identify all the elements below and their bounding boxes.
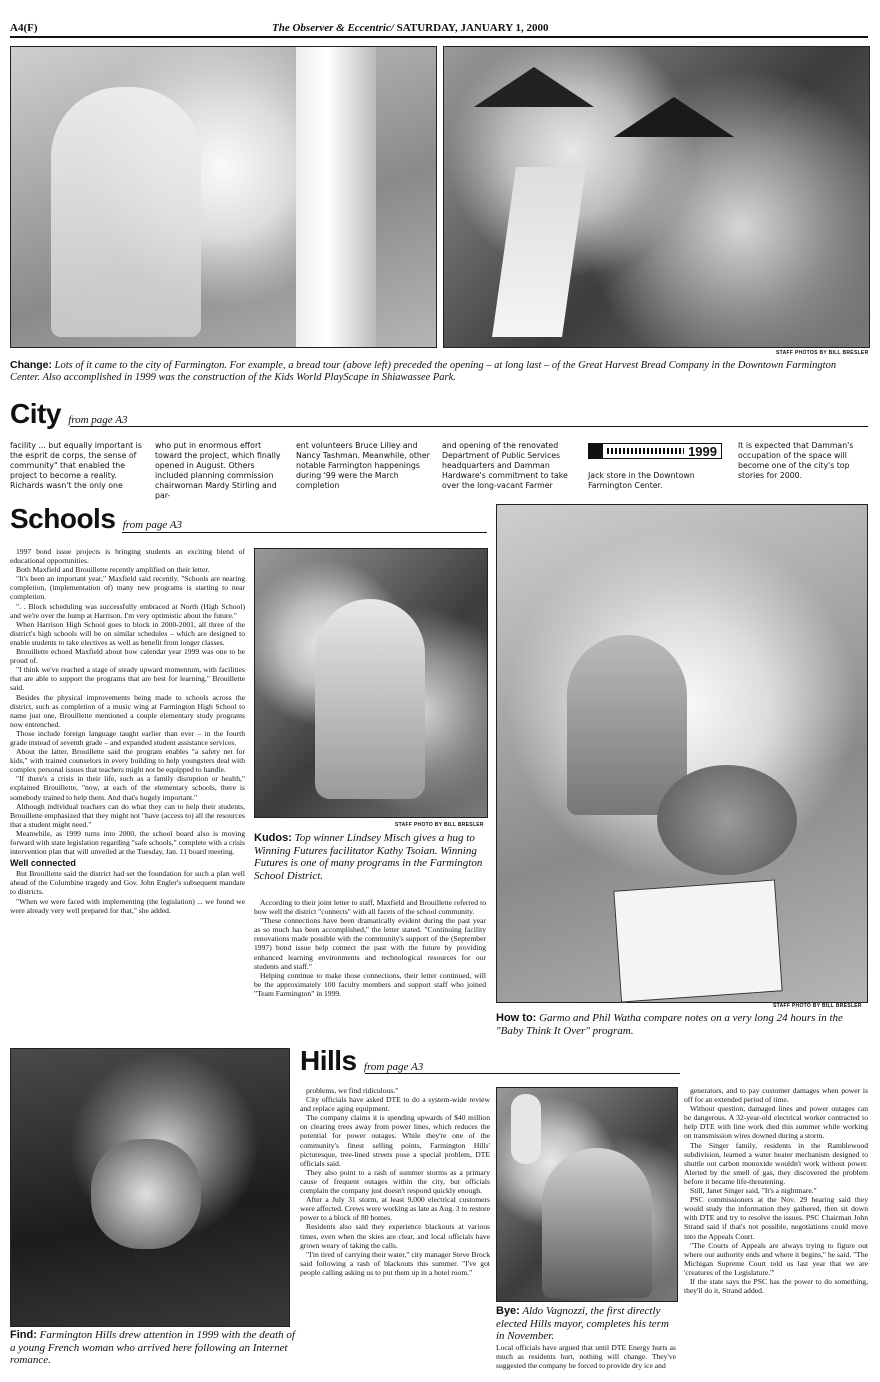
hills-rule — [365, 1073, 680, 1074]
hills-kicker — [300, 1047, 423, 1081]
badge-bar — [607, 448, 684, 454]
paragraph: The Singer family, residents in the Ramblewood subdivision, learned a water heater mechanism designed to shuttle out carbon monoxide wouldn't work without power. Alerted by the smell of gas, they discovered the problem before it became life-threatening. — [684, 1140, 868, 1186]
city-column-4: and opening of the renovated Department of Public Services headquarters and Damman Hardware's commitment to take over the long-vacant Farmer — [442, 441, 568, 490]
mayor-shape — [542, 1148, 652, 1298]
paragraph: "It's been an important year," Maxfield said recently. "Schools are nearing completion, (implementation of) many new programs is starting to near completion. — [10, 574, 245, 602]
top-photo-credit: STAFF PHOTOS BY BILL BRESLER — [776, 350, 869, 356]
caption-lead: Change: — [10, 359, 52, 371]
paragraph: If the state says the PSC has the power to do something, they'll do it, Strand added. — [684, 1276, 868, 1296]
find-text: Farmington Hills drew attention in 1999 with the death of a young French woman who arrived here following an Internet romance. — [10, 1329, 295, 1366]
bye-text: Aldo Vagnozzi, the first directly elected Hills mayor, completes his term in November. — [496, 1305, 669, 1342]
schools-rule — [122, 532, 487, 533]
paragraph: "I think we've reached a stage of steady upward momentum, with facilities that are able to support the programs that are best for learning," Brouillette said. — [10, 665, 245, 693]
howto-text: Garmo and Phil Watha compare notes on a very long 24 hours in the "Baby Think It Over" program. — [496, 1012, 843, 1037]
paragraph: Helping continue to make those connections, their letter continued, will be the approximately 100 faculty members and support staff who joined "Team Farmington" in 1999. — [254, 970, 486, 998]
howto-photo-credit: STAFF PHOTO BY BILL BRESLER — [773, 1003, 862, 1009]
find-lead: Find: — [10, 1329, 37, 1341]
find-caption — [10, 1329, 295, 1367]
slide-shape — [492, 167, 586, 337]
paragraph: "These connections have been dramatically evident during the past year as so much has been accomplished," the letter stated. "Continuing facility renovations made possible with the community's support of the (September 1997) bond issue help connect the past with the future by providing enhanced learning environments and technological resources for our students and staff." — [254, 916, 486, 971]
bye-caption — [496, 1305, 676, 1343]
paragraph: "The Courts of Appeals are always trying to figure out where our authority ends and where it begins," he said. "The Michigan Supreme Court told us last year that we are 'creatures of the Legislature.'" — [684, 1240, 868, 1277]
tower-roof-shape — [474, 67, 594, 107]
paragraph: Residents also said they experience blackouts at various times, even when the skies are clear, and local officials have grown weary of taking the calls. — [300, 1222, 490, 1250]
hills-from-page: from page A3 — [363, 1061, 424, 1073]
paragraph: About the latter, Brouillette said the program enables "a safety net for kids," with trained counselors in every building to help youngsters deal with complex personal issues that teachers might not be equipped to handle. — [10, 747, 245, 775]
howto-caption — [496, 1012, 866, 1037]
top-photo-caption — [10, 359, 865, 384]
paragraph: Those include foreign language taught earlier than ever – in the fourth grade instead of seventh grade – and expanded student assistance services. — [10, 728, 245, 747]
schools-col1-paras — [10, 547, 245, 856]
hills-column-3 — [684, 1086, 868, 1380]
paragraph: "If there's a crisis in their life, such as a family disruption or health," explained Brouillette, "now, at each of the elementary schools, there is somebody trained to help them. And that's hugely important." — [10, 774, 245, 802]
hug-figure-shape — [315, 599, 425, 799]
kudos-caption — [254, 832, 486, 882]
playscape-photo — [443, 46, 870, 348]
caption-text: Lots of it came to the city of Farmington. For example, a bread tour (above left) preceded the opening – at long last – of the Great Harvest Bread Company in the Downtown Farmington Center. Also accomplished in 1999 was the construction of the Kids World PlayScape in Shiawassee Park. — [10, 360, 837, 383]
howto-lead: How to: — [496, 1012, 537, 1024]
paragraph: ". . Block scheduling was successfully embraced at North (High School) and we're over the hump at Harrison. I'm very optimistic about the future." — [10, 601, 245, 620]
year-badge — [588, 443, 722, 459]
badge-year: 1999 — [688, 443, 717, 459]
paragraph: City officials have asked DTE to do a system-wide review and replace aging equipment. — [300, 1095, 490, 1114]
paragraph: Still, Janet Singer said, "It's a nightmare." — [690, 1186, 817, 1196]
paragraph: "When we were faced with implementing (the legislation) ... we found we were already very well prepared for that," she added. — [10, 896, 245, 915]
paragraph: 1997 bond issue projects is bringing students an exciting blend of educational opportunities. — [10, 547, 245, 566]
paragraph: Brouillette echoed Maxfield about how calendar year 1999 was one to be proud of. — [10, 647, 245, 666]
kudos-photo — [254, 548, 488, 818]
paragraph: Besides the physical improvements being made to schools across the district, such as completion of a music wing at Farmington High School to name just one, Brouillette mentioned a couple elementary study programs now entrenched. — [10, 692, 245, 729]
paragraph: PSC commissioners at the Nov. 29 hearing said they would study the information they gathered, then sit down with DTE and try to resolve the issues. PSC Chairman John Strand said if that's not possible, negotiations could move into the Appeals Court. — [684, 1195, 868, 1241]
hills-column-1 — [300, 1086, 490, 1376]
kudos-text: Top winner Lindsey Misch gives a hug to Winning Futures facilitator Kathy Tsoian. Winning Futures is one of many programs in the Farmington School District. — [254, 832, 483, 882]
city-column-6: It is expected that Damman's occupation of the space will become one of the city's top stories for 2000. — [738, 441, 854, 480]
person-shape — [51, 87, 201, 337]
paragraph: After a July 31 storm, at least 9,000 electrical customers were affected. Crews were working as late as Aug. 3 to restore power to a block of 80 homes. — [300, 1195, 490, 1223]
paragraph: generators, and to pay customer damages when power is off for an extended period of time. — [684, 1086, 868, 1105]
city-column-1: facility ... but equally important is the esprit de corps, the sense of community" that enabled the project to become a reality. Richards wasn't the only one — [10, 441, 142, 490]
paragraph: problems, we find ridiculous." — [306, 1086, 399, 1095]
schools-kicker-title: Schools — [10, 503, 116, 534]
booklet-shape — [613, 879, 782, 1002]
city-column-5: Jack store in the Downtown Farmington Center. — [588, 471, 695, 490]
well-connected-subhead: Well connected — [10, 858, 76, 869]
bye-lead: Bye: — [496, 1305, 520, 1317]
issue-date: SATURDAY, JANUARY 1, 2000 — [396, 22, 549, 34]
kudos-photo-credit: STAFF PHOTO BY BILL BRESLER — [395, 822, 484, 828]
bread-tour-photo — [10, 46, 437, 348]
hills-kicker-title: Hills — [300, 1045, 357, 1076]
schools-column-2 — [254, 898, 486, 1036]
masthead-rule — [10, 36, 868, 38]
bye-photo — [496, 1087, 678, 1302]
city-column-2: who put in enormous effort toward the project, which finally opened in August. Others included planning commission chairwoman Mardy Stirling and par- — [155, 441, 281, 500]
page-number: A4(F) — [10, 22, 38, 34]
find-photo — [10, 1048, 290, 1327]
paragraph: Meanwhile, as 1999 turns into 2000, the school board also is moving forward with state legislation regarding "safe schools," complete with a crisis intervention plan that will unveiled at the Tuesday, Jan. 11 board meeting. — [10, 828, 246, 857]
schools-from-page: from page A3 — [122, 519, 182, 531]
paragraph: When Harrison High School goes to block in 2000-2001, all three of the district's high schools will be on similar schedules – which are designed to enable students to take electives as well as benefit from longer classes. — [10, 619, 245, 647]
masthead — [272, 22, 549, 34]
badge-square-icon — [589, 444, 603, 458]
pavilion-roof-shape — [614, 97, 734, 137]
city-kicker — [10, 400, 127, 434]
paragraph: Both Maxfield and Brouillette recently amplified on their letter. — [16, 565, 210, 575]
city-column-3: ent volunteers Bruce Lilley and Nancy Tashman. Meanwhile, other notable Farmington happenings during '99 were the March completion — [296, 441, 430, 490]
doll-shape — [657, 765, 797, 875]
schools-column-1 — [10, 547, 245, 1042]
city-from-page: from page A3 — [68, 414, 128, 426]
paragraph: According to their joint letter to staff, Maxfield and Brouillette referred to how well the district "connects" with all facets of the school community. — [254, 898, 486, 917]
city-rule — [70, 426, 868, 427]
pillar-shape — [296, 47, 376, 347]
schools-kicker — [10, 505, 182, 539]
paper-name: The Observer & Eccentric/ — [272, 22, 394, 34]
kudos-lead: Kudos: — [254, 832, 292, 844]
paragraph: "I'm tired of carrying their water," city manager Steve Brock said following a rash of blackouts this summer. "I've got people calling asking us to put them up in a hotel room." — [300, 1249, 490, 1277]
schools-col1-paras-2 — [10, 869, 245, 914]
city-kicker-title: City — [10, 398, 61, 429]
paragraph: They also point to a rash of summer storms as a primary cause of frequent outages within the city, but officials complain the company just doesn't respond quickly enough. — [300, 1167, 490, 1196]
hills-column-2: Local officials have argued that until DTE Energy hurts as much as residents hurt, nothing will change. They've suggested the company be forced to provide dry ice and — [496, 1343, 676, 1371]
paragraph: Although individual teachers can do what they can to help their students, Brouillette emphasized that they might not "have (access to) all the resources that a student might need." — [10, 801, 245, 829]
paragraph: Without question, damaged lines and power outages can be dangerous. A 32-year-old electrical worker contracted to help DTE with line work died this summer while working on transmission wires downed during a storm. — [684, 1104, 868, 1141]
paragraph: But Brouillette said the district had set the foundation for such a plan well ahead of the Columbine tragedy and Gov. John Engler's subsequent mandate to districts. — [10, 869, 245, 897]
paragraph: The company claims it is spending upwards of $40 million on clearing trees away from power lines, which reduces the potential for power outages. While they're one of the community's finest selling points, Farmington Hills' picturesque, tree-lined streets pose a special problem, DTE officials said. — [300, 1113, 490, 1168]
memorial-shape — [91, 1139, 201, 1249]
howto-photo — [496, 504, 868, 1003]
raised-hand-shape — [511, 1094, 541, 1164]
